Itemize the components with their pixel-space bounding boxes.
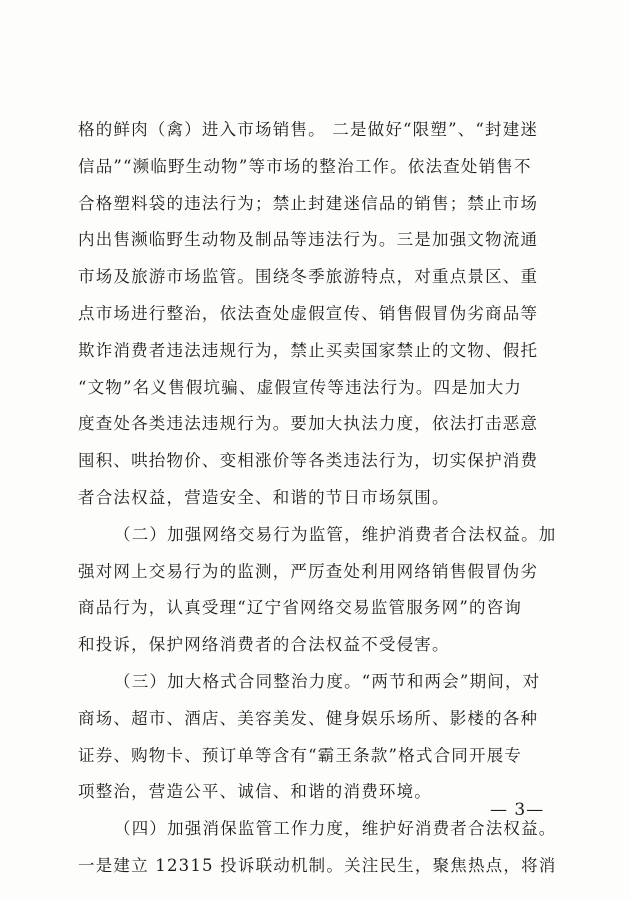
text-line: 商场、超市、酒店、美容美发、健身娱乐场所、影楼的各种 xyxy=(78,708,539,728)
text-line: 信品”“濒临野生动物”等市场的整治工作。依法查处销售不 xyxy=(78,156,532,176)
text-line: 合格塑料袋的违法行为；禁止封建迷信品的销售；禁止市场 xyxy=(78,193,539,213)
page-number: — 3— xyxy=(490,800,545,820)
text-line: 内出售濒临野生动物及制品等违法行为。三是加强文物流通 xyxy=(78,230,539,250)
text-line: 格的鲜肉（禽）进入市场销售。 二是做好“限塑”、“封建迷 xyxy=(78,120,539,139)
text-line: “文物”名义售假坑骗、虚假宣传等违法行为。四是加大力 xyxy=(78,377,523,397)
body-text xyxy=(78,112,568,885)
text-line: 一是建立 12315 投诉联动机制。关注民生，聚焦热点，将消 xyxy=(78,855,557,875)
text-line: 和投诉，保护网络消费者的合法权益不受侵害。 xyxy=(78,635,450,655)
section-heading-line: （三）加大格式合同整治力度。“两节和两会”期间，对 xyxy=(114,671,541,691)
text-line: 囤积、哄抬物价、变相涨价等各类违法行为，切实保护消费 xyxy=(78,451,539,471)
section-heading-line: （二）加强网络交易行为监管，维护消费者合法权益。加 xyxy=(114,524,557,544)
text-line: 商品行为，认真受理“辽宁省网络交易监管服务网”的咨询 xyxy=(78,598,523,618)
text-line: 度查处各类违法违规行为。要加大执法力度，依法打击恶意 xyxy=(78,414,539,434)
text-line: 点市场进行整治，依法查处虚假宣传、销售假冒伪劣商品等 xyxy=(78,303,539,323)
text-line: 证券、购物卡、预订单等含有“霸王条款”格式合同开展专 xyxy=(78,745,523,765)
section-heading-line: （四）加强消保监管工作力度，维护好消费者合法权益。 xyxy=(114,819,557,839)
text-line: 强对网上交易行为的监测，严厉查处利用网络销售假冒伪劣 xyxy=(78,561,539,581)
text-line: 者合法权益，营造安全、和谐的节日市场氛围。 xyxy=(78,487,450,507)
text-line: 市场及旅游市场监管。围绕冬季旅游特点，对重点景区、重 xyxy=(78,267,539,287)
text-line: 项整治，营造公平、诚信、和谐的消费环境。 xyxy=(78,782,432,802)
text-line: 欺诈消费者违法违规行为，禁止买卖国家禁止的文物、假托 xyxy=(78,340,539,360)
